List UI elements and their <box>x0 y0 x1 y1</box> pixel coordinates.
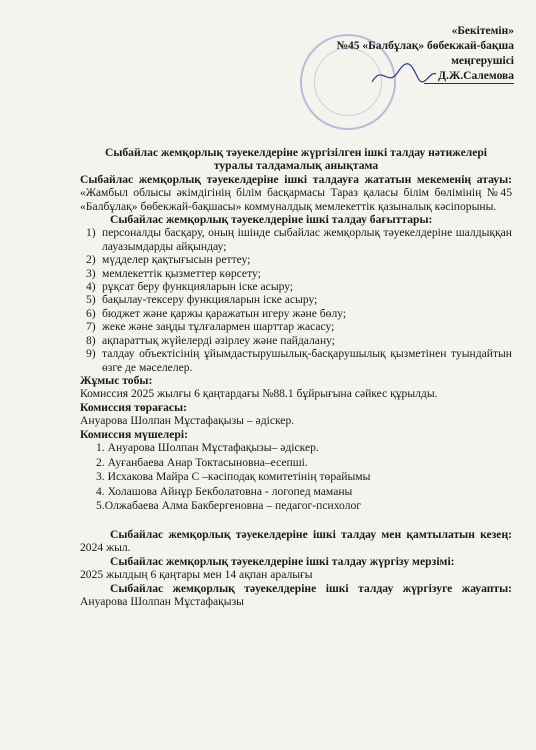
spacer <box>80 514 512 528</box>
approval-heading: «Бекітемін» <box>451 25 514 37</box>
list-item: 1. Ануарова Шолпан Мұстафақызы– әдіскер. <box>96 440 319 454</box>
document-body <box>80 146 512 608</box>
members-label: Комиссия мүшелері: <box>80 427 188 441</box>
list-item: 3. Исхакова Майра С –кәсіподақ комитетінің төрайымы <box>96 470 371 484</box>
chair-text: Ануарова Шолпан Мұстафақызы – әдіскер. <box>80 414 295 428</box>
list-item: 7) жеке және заңды тұлғалармен шарттар жасасу; <box>86 320 335 334</box>
workgroup-label: Жұмыс тобы: <box>80 373 153 387</box>
list-item: 8) ақпараттық жүйелерді әзірлеу және пайдалану; <box>86 333 336 347</box>
members-list <box>80 441 512 513</box>
list-item: 2. Ауғанбаева Анар Токтасыновна–есепші. <box>96 455 308 469</box>
period-label: Сыбайлас жемқорлық тәуекелдеріне ішкі талдау мен қамтылатын кезең: <box>110 527 512 541</box>
period-text: 2024 жыл. <box>80 541 131 555</box>
approval-position: меңгерушісі <box>451 55 514 67</box>
responsible-text: Ануарова Шолпан Мұстафақызы <box>80 594 244 608</box>
list-item: 2) мүдделер қақтығысын реттеу; <box>86 253 251 267</box>
term-text: 2025 жылдың 6 қаңтары мен 14 ақпан аралығы <box>80 568 313 582</box>
list-item: 3) мемлекеттік қызметтер көрсету; <box>86 266 261 280</box>
org-label: Сыбайлас жемқорлық тәуекелдеріне ішкі талдауға жататын мекеменің атауы: <box>80 172 512 186</box>
approval-block <box>284 24 514 84</box>
chair-label: Комиссия төрағасы: <box>80 400 187 414</box>
org-paragraph <box>80 173 512 213</box>
list-item: 6) бюджет және қаржы қаражатын игеру және бөлу; <box>86 306 347 320</box>
responsible-label: Сыбайлас жемқорлық тәуекелдеріне ішкі талдау жүргізуге жауапты: <box>110 581 512 595</box>
workgroup-text: Комиссия 2025 жылғы 6 қаңтардағы №88.1 бұйрығына сәйкес құрылды. <box>80 387 438 401</box>
document-title <box>80 146 512 173</box>
term-label: Сыбайлас жемқорлық тәуекелдеріне ішкі талдау жүргізу мерзімі: <box>110 554 455 568</box>
title-line-1: Сыбайлас жемқорлық тәуекелдеріне жүргізілген ішкі талдау нәтижелері <box>104 146 488 159</box>
period-paragraph <box>80 528 512 555</box>
list-item: 9) талдау объектісінің ұйымдастырушылық-басқарушылық қызметінен туындайтын өзге де мәселелер. <box>86 347 512 374</box>
list-item: 4. Холашова Айнұр Бекболатовна - логопед маманы <box>96 484 353 498</box>
list-item: 4) рұқсат беру функцияларын іске асыру; <box>86 280 294 294</box>
list-item: 5) бақылау-тексеру функцияларын іске асыру; <box>86 293 318 307</box>
directions-list <box>80 226 512 373</box>
list-item: 5.Олжабаева Алма Бакбергеновна – педагог-психолог <box>96 499 362 513</box>
title-line-2: туралы талдамалық анықтама <box>213 159 379 173</box>
approval-name: Д.Ж.Салемова <box>438 70 514 82</box>
approval-org: №45 «Балбұлақ» бөбекжай-бақша <box>336 40 514 52</box>
org-text: «Жамбыл облысы әкімдігінің білім басқармасы Тараз қаласы білім бөлімінің №45 «Балбұлақ» бөбекжай-бақшасы» коммуналдық мемлекеттік қазыналық кәсіпорыны. <box>80 186 512 213</box>
responsible-paragraph <box>80 582 512 609</box>
list-item: 1) персоналды басқару, оның ішінде сыбайлас жемқорлық тәуекелдеріне шалдыққан лауазымдарды айқындау; <box>86 226 512 253</box>
directions-heading: Сыбайлас жемқорлық тәуекелдеріне ішкі талдау бағыттары: <box>110 213 433 227</box>
term-paragraph <box>80 555 512 568</box>
